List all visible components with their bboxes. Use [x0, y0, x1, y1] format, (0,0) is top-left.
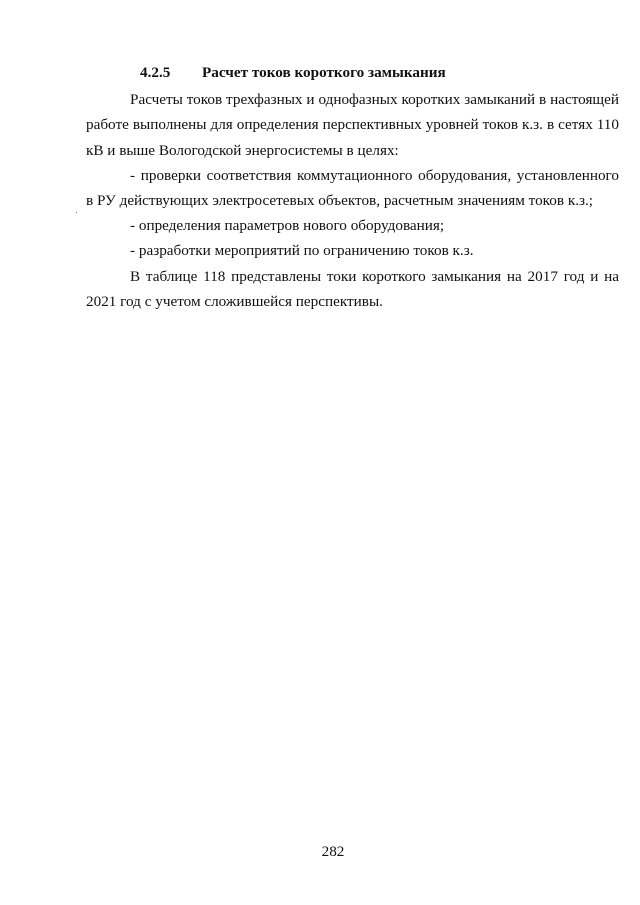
section-heading [86, 60, 619, 85]
list-item-new-equipment: - определения параметров нового оборудования; [130, 217, 445, 235]
paragraph-intro: Расчеты токов трехфазных и однофазных коротких замыканий в настоящей работе выполнены для определения перспективных уровней токов к.з. в сетях 110 кВ и выше Вологодской энергосистемы в целях: [86, 91, 619, 159]
paragraph-table-reference: В таблице 118 представлены токи короткого замыкания на 2017 год и на 2021 год с учетом сложившейся перспективы. [86, 267, 619, 310]
list-item-limit-measures: - разработки мероприятий по ограничению токов к.з. [130, 242, 474, 260]
section-title: Расчет токов короткого замыкания [202, 64, 446, 81]
section-number: 4.2.5 [140, 64, 171, 81]
page-content [86, 60, 619, 314]
list-item-check-equipment: - проверки соответствия коммутационного оборудования, установленного в РУ действующих электросетевых объектов, расчетным значениям токов к.з.; [86, 166, 619, 210]
page-number: 282 [321, 843, 345, 860]
margin-mark [76, 212, 77, 213]
